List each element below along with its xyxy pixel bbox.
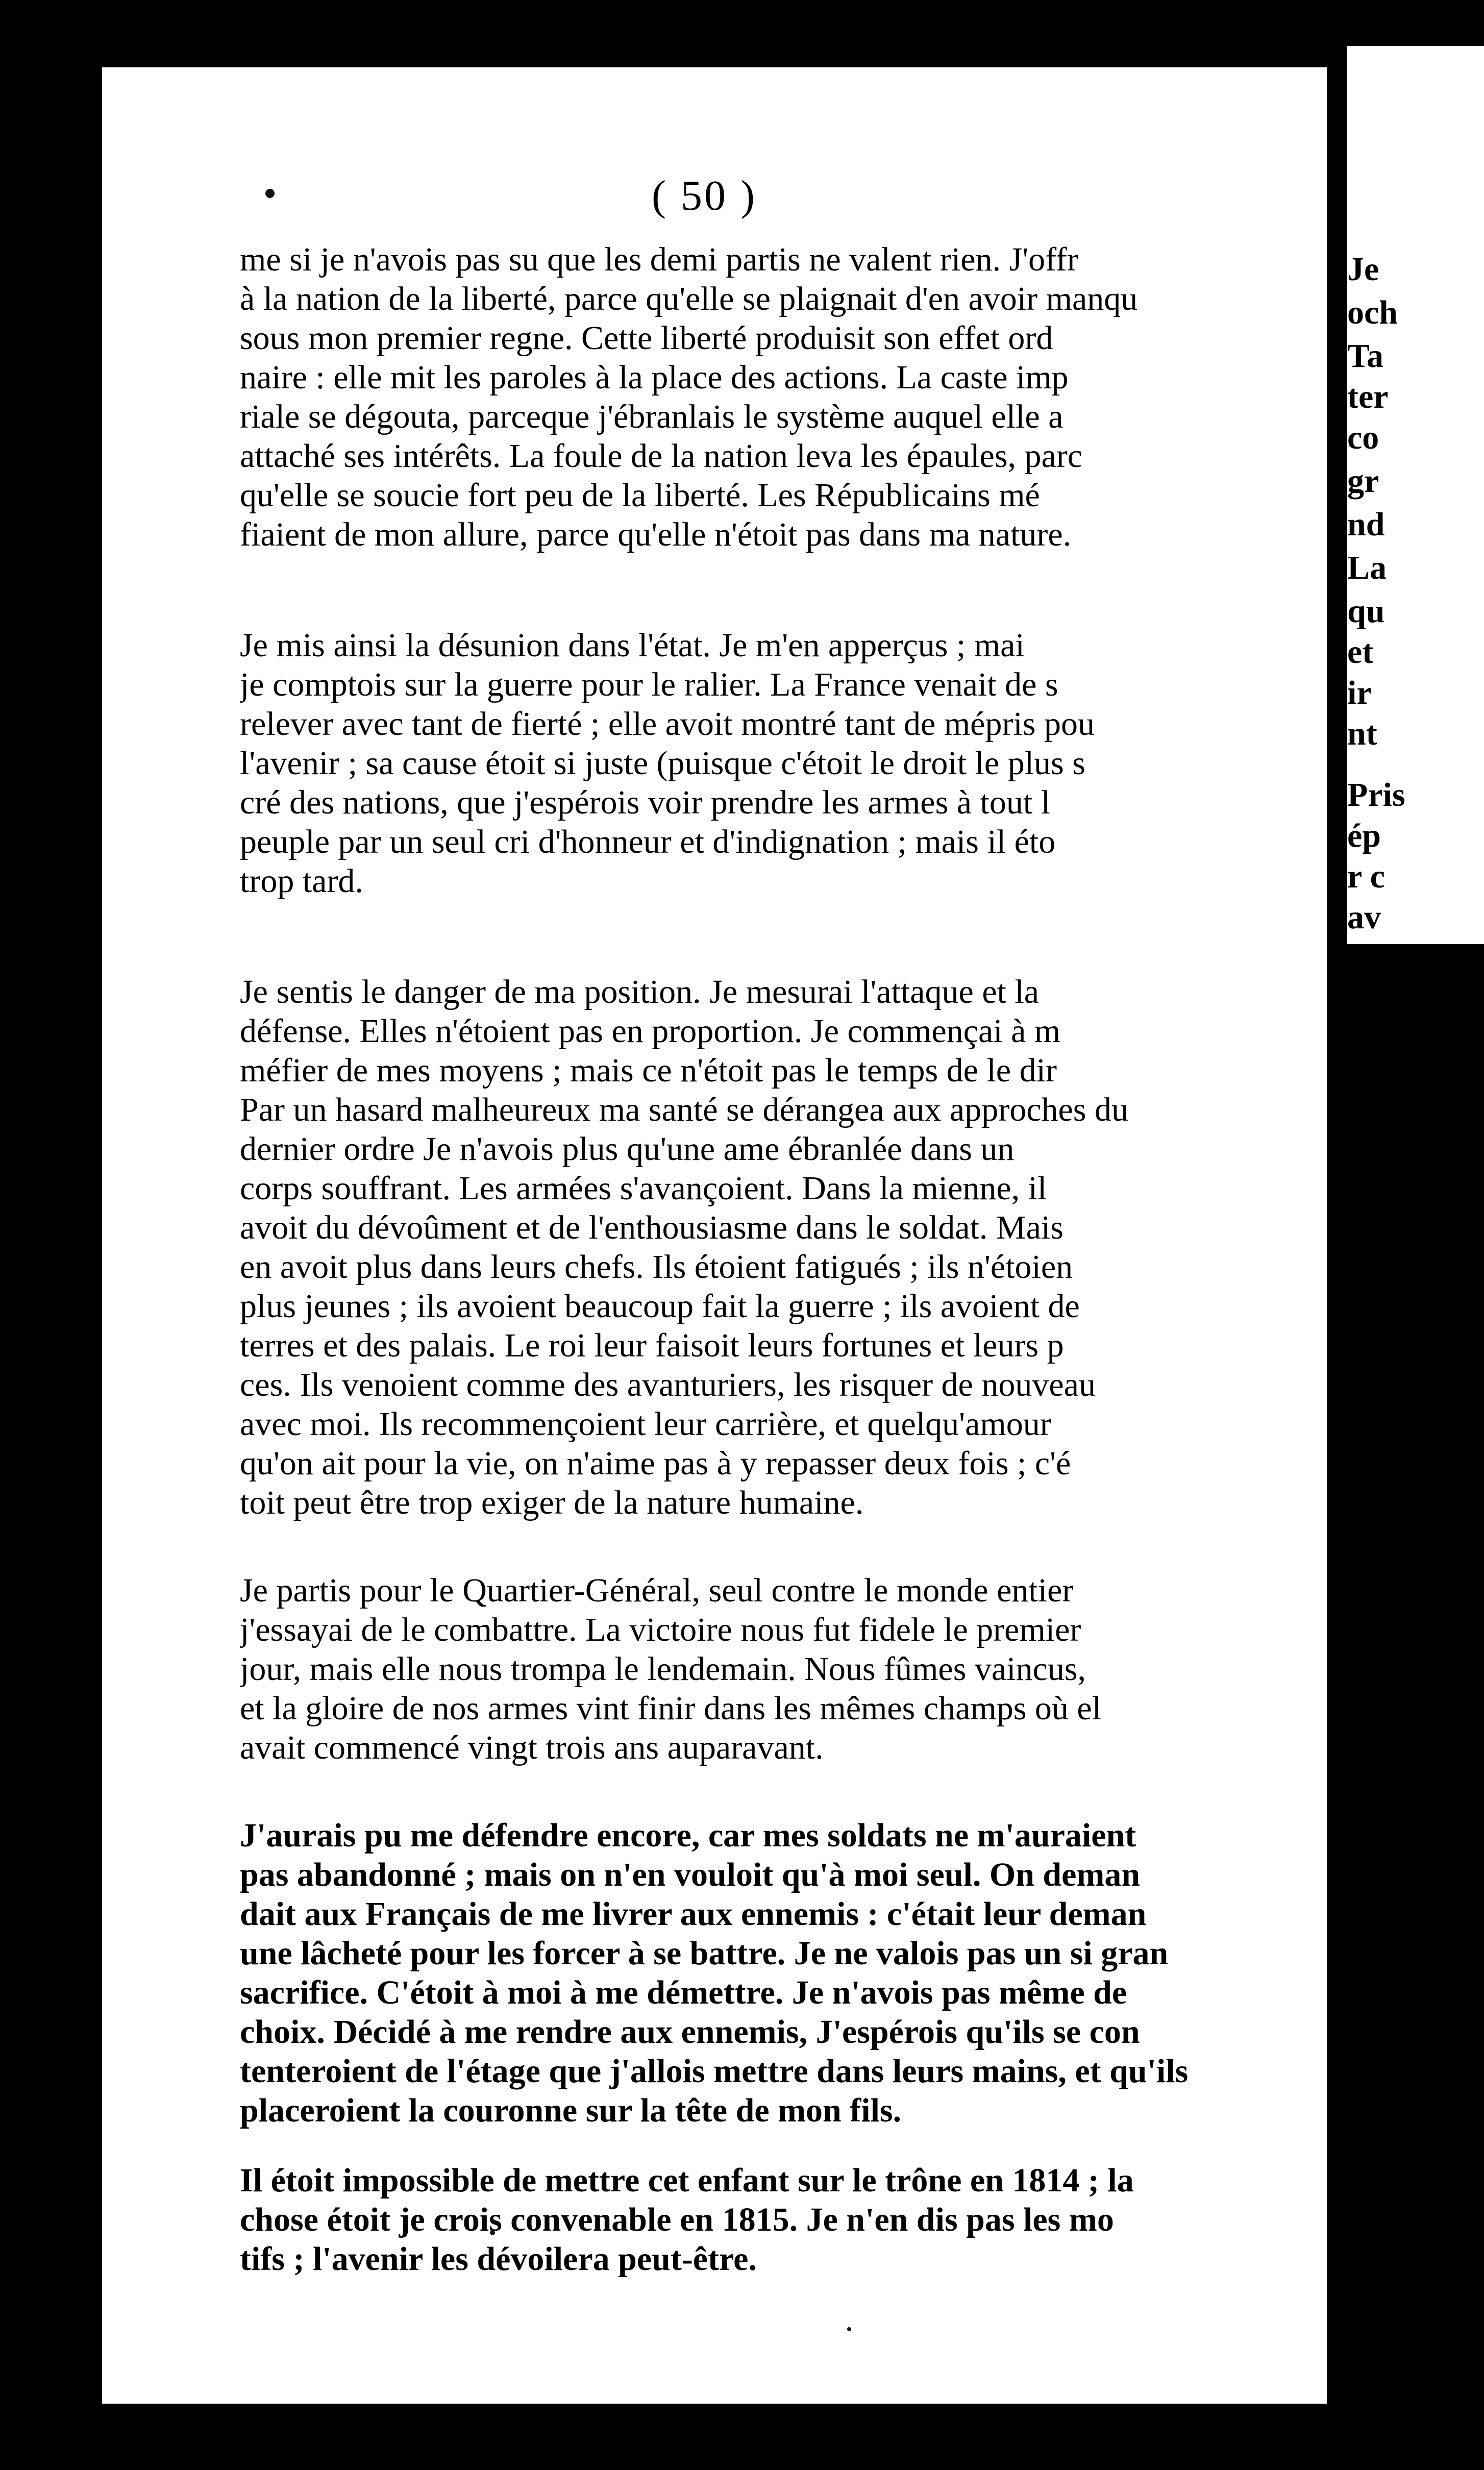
facing-page-fragment: ir: [1347, 674, 1372, 711]
text-line: avec moi. Ils recommençoient leur carrière, et quelqu'amour: [240, 1405, 1051, 1443]
facing-page-fragment: Pris: [1347, 776, 1405, 813]
paragraph-5: [240, 1816, 1312, 2130]
page-body: [240, 240, 1312, 2279]
scan-speck: [847, 2327, 851, 2331]
facing-page-edge: [1347, 46, 1484, 2444]
facing-page-shadow: [1347, 944, 1484, 2444]
facing-page-fragment: ép: [1347, 817, 1381, 854]
text-line: terres et des palais. Le roi leur faisoit leurs fortunes et leurs p: [240, 1327, 1064, 1364]
text-line: je comptois sur la guerre pour le ralier. La France venait de s: [240, 666, 1058, 703]
text-line: chose étoit je crois convenable en 1815. Je n'en dis pas les mo: [240, 2201, 1114, 2238]
text-line: Par un hasard malheureux ma santé se dérangea aux approches du: [240, 1091, 1128, 1128]
facing-page-fragment: nd: [1347, 506, 1385, 543]
text-line: ces. Ils venoient comme des avanturiers, les risquer de nouveau: [240, 1366, 1096, 1403]
text-line: me si je n'avois pas su que les demi partis ne valent rien. J'offr: [240, 241, 1078, 278]
facing-page-fragment: Ta: [1347, 337, 1383, 375]
scan-edge-left: [82, 56, 102, 2419]
text-line: toit peut être trop exiger de la nature humaine.: [240, 1484, 864, 1521]
text-line: en avoit plus dans leurs chefs. Ils étoient fatigués ; ils n'étoien: [240, 1248, 1073, 1286]
facing-page-fragment: ter: [1347, 378, 1389, 415]
text-line: pas abandonné ; mais on n'en vouloit qu'à moi seul. On deman: [240, 1856, 1141, 1893]
text-line: trop tard.: [240, 862, 363, 900]
paragraph-6: [240, 2161, 1312, 2279]
scan-edge-bottom: [82, 2404, 1327, 2419]
text-line: une lâcheté pour les forcer à se battre. Je ne valois pas un si gran: [240, 1935, 1169, 1972]
facing-page-fragment: et: [1347, 633, 1374, 671]
text-line: tenteroient de l'étage que j'allois mettre dans leurs mains, et qu'ils: [240, 2053, 1189, 2090]
text-line: choix. Décidé à me rendre aux ennemis, J'espérois qu'ils se con: [240, 2013, 1140, 2051]
text-line: Je sentis le danger de ma position. Je mesurai l'attaque et la: [240, 973, 1040, 1010]
text-line: Je partis pour le Quartier-Général, seul contre le monde entier: [240, 1572, 1074, 1609]
text-line: relever avec tant de fierté ; elle avoit montré tant de mépris pou: [240, 705, 1095, 743]
page-number: ( 50 ): [652, 172, 757, 219]
text-line: plus jeunes ; ils avoient beaucoup fait la guerre ; ils avoient de: [240, 1288, 1080, 1325]
text-line: dernier ordre Je n'avois plus qu'une ame ébranlée dans un: [240, 1130, 1015, 1168]
text-line: sacrifice. C'étoit à moi à me démettre. Je n'avois pas même de: [240, 1974, 1127, 2011]
facing-page-fragment: r c: [1347, 858, 1385, 895]
facing-page-fragment: Je: [1347, 251, 1379, 288]
paragraph-2: [240, 626, 1312, 901]
text-line: et la gloire de nos armes vint finir dans les mêmes champs où el: [240, 1690, 1102, 1727]
text-line: méfier de mes moyens ; mais ce n'étoit pas le temps de le dir: [240, 1052, 1057, 1089]
text-line: l'avenir ; sa cause étoit si juste (puisque c'étoit le droit le plus s: [240, 745, 1085, 782]
facing-page-fragment: av: [1347, 899, 1381, 936]
text-line: peuple par un seul cri d'honneur et d'indignation ; mais il éto: [240, 823, 1056, 860]
paragraph-3: [240, 972, 1312, 1522]
text-line: à la nation de la liberté, parce qu'elle se plaignait d'en avoir manqu: [240, 280, 1138, 317]
text-line: J'aurais pu me défendre encore, car mes soldats ne m'auraient: [240, 1817, 1136, 1854]
text-line: qu'elle se soucie fort peu de la liberté. Les Républicains mé: [240, 477, 1040, 514]
facing-page-fragment: qu: [1347, 592, 1385, 630]
facing-page-fragment: gr: [1347, 462, 1379, 500]
text-line: avait commencé vingt trois ans auparavant.: [240, 1729, 824, 1766]
text-line: tifs ; l'avenir les dévoilera peut-être.: [240, 2240, 757, 2278]
text-line: avoit du dévoûment et de l'enthousiasme dans le soldat. Mais: [240, 1209, 1063, 1246]
scan-edge-top: [82, 56, 1327, 67]
paragraph-4: [240, 1571, 1312, 1767]
text-line: sous mon premier regne. Cette liberté produisit son effet ord: [240, 319, 1053, 357]
text-line: corps souffrant. Les armées s'avançoient. Dans la mienne, il: [240, 1170, 1047, 1207]
text-line: placeroient la couronne sur la tête de mon fils.: [240, 2092, 902, 2129]
text-line: Je mis ainsi la désunion dans l'état. Je m'en apperçus ; mai: [240, 627, 1025, 664]
facing-page-fragment: nt: [1347, 715, 1377, 752]
facing-page-fragment: co: [1347, 419, 1379, 456]
text-line: dait aux Français de me livrer aux ennemis : c'était leur deman: [240, 1895, 1147, 1933]
text-line: fiaient de mon allure, parce qu'elle n'étoit pas dans ma nature.: [240, 516, 1072, 553]
paragraph-1: [240, 240, 1312, 554]
text-line: riale se dégouta, parceque j'ébranlais le système auquel elle a: [240, 398, 1063, 435]
text-line: cré des nations, que j'espérois voir prendre les armes à tout l: [240, 784, 1051, 821]
text-line: qu'on ait pour la vie, on n'aime pas à y repasser deux fois ; c'é: [240, 1445, 1071, 1482]
text-line: naire : elle mit les paroles à la place des actions. La caste imp: [240, 359, 1069, 396]
text-line: Il étoit impossible de mettre cet enfant sur le trône en 1814 ; la: [240, 2162, 1134, 2199]
text-line: défense. Elles n'étoient pas en proportion. Je commençai à m: [240, 1012, 1061, 1050]
facing-page-fragment: och: [1347, 294, 1398, 331]
facing-page-fragment: La: [1347, 549, 1387, 586]
text-line: j'essayai de le combattre. La victoire nous fut fidele le premier: [240, 1611, 1081, 1648]
text-line: attaché ses intérêts. La foule de la nation leva les épaules, parc: [240, 437, 1083, 475]
text-line: jour, mais elle nous trompa le lendemain. Nous fûmes vaincus,: [240, 1650, 1086, 1688]
